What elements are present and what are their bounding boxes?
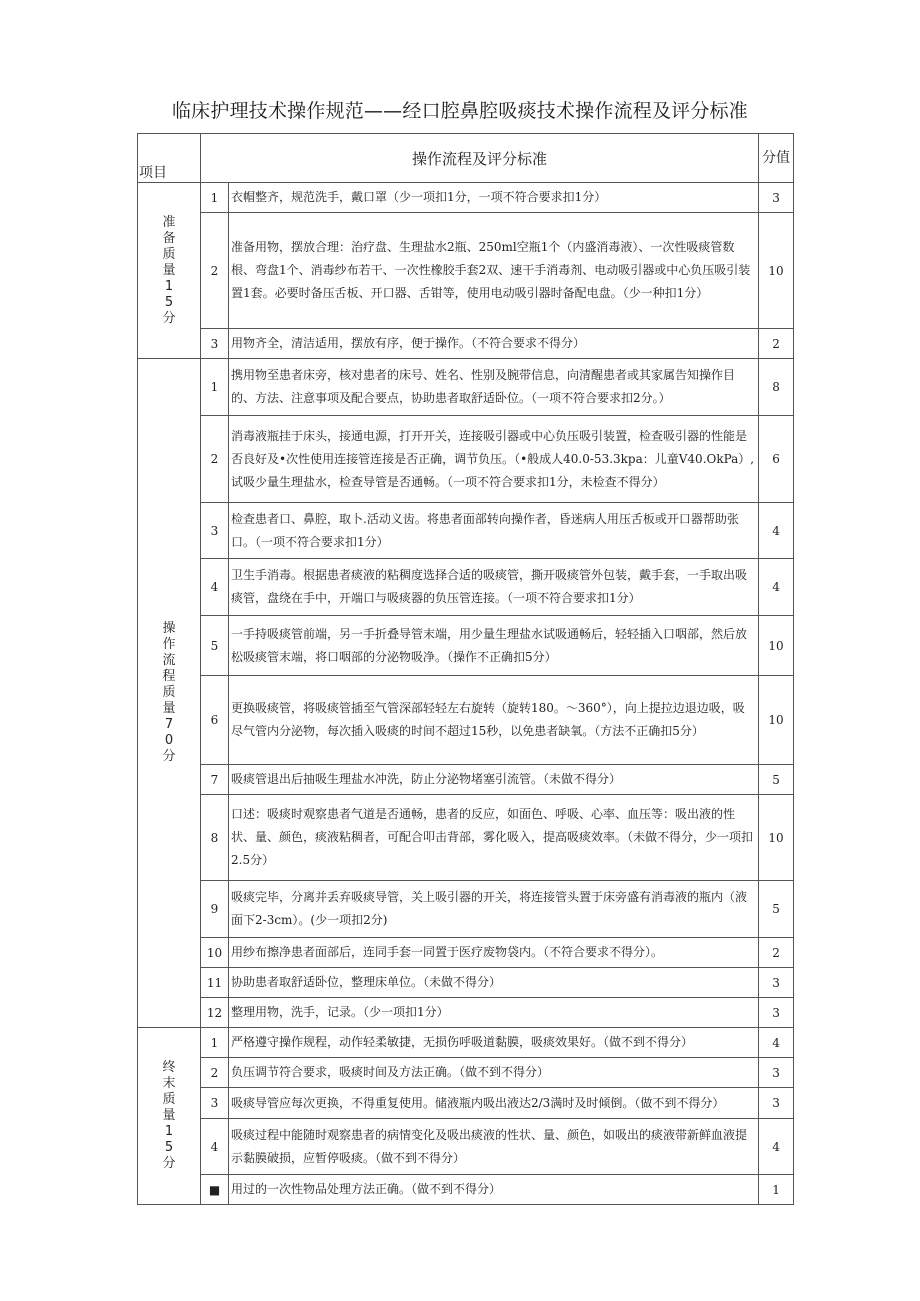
item-number: ■: [201, 1175, 229, 1205]
item-description: 吸痰完毕，分离并丢弃吸痰导管，关上吸引器的开关，将连接管头置于床旁盛有消毒液的瓶内（液面下2-3cm）。(少一项扣2分): [229, 881, 759, 938]
table-row: [138, 329, 794, 359]
item-number: 4: [201, 1119, 229, 1175]
table-row: [138, 938, 794, 968]
item-description: 衣帽整齐，规范洗手，戴口罩（少一项扣1分，一项不符合要求扣1分）: [229, 183, 759, 213]
item-number: 12: [201, 998, 229, 1028]
item-description: 检查患者口、鼻腔，取卜.活动义齿。将患者面部转向操作者，昏迷病人用压舌板或开口器帮助张口。（一项不符合要求扣1分）: [229, 503, 759, 559]
item-score: 5: [759, 765, 794, 795]
item-number: 2: [201, 213, 229, 329]
item-number: 2: [201, 416, 229, 503]
header-item: 项目: [138, 134, 201, 183]
item-score: 3: [759, 968, 794, 998]
table-row: [138, 968, 794, 998]
item-number: 2: [201, 1058, 229, 1088]
item-description: 吸痰导管应每次更换，不得重复使用。储液瓶内吸出液达2/3满时及时倾倒。（做不到不得分）: [229, 1088, 759, 1119]
item-number: 10: [201, 938, 229, 968]
table-row: [138, 881, 794, 938]
item-number: 1: [201, 359, 229, 416]
item-number: 11: [201, 968, 229, 998]
item-score: 2: [759, 938, 794, 968]
table-row: [138, 1088, 794, 1119]
table-row: [138, 183, 794, 213]
item-description: 一手持吸痰管前端，另一手折叠导管末端，用少量生理盐水试吸通畅后，轻轻插入口咽部，然后放松吸痰管末端，将口咽部的分泌物吸净。（操作不正确扣5分）: [229, 616, 759, 676]
section-label-text: 终末质量15分: [162, 1060, 176, 1171]
item-number: 1: [201, 183, 229, 213]
item-score: 10: [759, 795, 794, 881]
section-label-text: 操作流程质量70分: [162, 621, 176, 764]
scoring-table: [137, 133, 794, 1205]
item-number: 3: [201, 1088, 229, 1119]
table-row: [138, 1175, 794, 1205]
item-description: 严格遵守操作规程，动作轻柔敏捷，无损伤呼吸道黏膜，吸痰效果好。（做不到不得分）: [229, 1028, 759, 1058]
table-row: [138, 1119, 794, 1175]
header-score: 分值: [759, 134, 794, 183]
table-row: [138, 503, 794, 559]
item-number: 3: [201, 503, 229, 559]
header-row: [138, 134, 794, 183]
table-row: [138, 213, 794, 329]
item-description: 用纱布擦净患者面部后，连同手套一同置于医疗废物袋内。（不符合要求不得分）。: [229, 938, 759, 968]
item-score: 3: [759, 998, 794, 1028]
item-score: 4: [759, 559, 794, 616]
item-number: 7: [201, 765, 229, 795]
table-row: [138, 416, 794, 503]
section-label: [138, 1028, 201, 1205]
item-description: 口述：吸痰时观察患者气道是否通畅，患者的反应，如面色、呼吸、心率、血压等：吸出液的性状、量、颜色，痰液粘稠者，可配合叩击背部，雾化吸入，提高吸痰效率。（未做不得分，少一项扣2.5分）: [229, 795, 759, 881]
item-number: 8: [201, 795, 229, 881]
table-row: [138, 359, 794, 416]
table-row: [138, 676, 794, 765]
item-score: 2: [759, 329, 794, 359]
section-label: [138, 359, 201, 1028]
item-description: 携用物至患者床旁，核对患者的床号、姓名、性别及腕带信息，向清醒患者或其家属告知操作目的、方法、注意事项及配合要点，协助患者取舒适卧位。（一项不符合要求扣2分。）: [229, 359, 759, 416]
item-score: 6: [759, 416, 794, 503]
section-label-text: 准备质量15分: [162, 214, 176, 326]
header-standard: 操作流程及评分标准: [201, 134, 759, 183]
item-number: 1: [201, 1028, 229, 1058]
item-score: 4: [759, 1119, 794, 1175]
item-description: 用过的一次性物品处理方法正确。（做不到不得分）: [229, 1175, 759, 1205]
section-label: [138, 183, 201, 359]
item-number: 9: [201, 881, 229, 938]
item-description: 整理用物，洗手，记录。（少一项扣1分）: [229, 998, 759, 1028]
item-number: 6: [201, 676, 229, 765]
item-score: 3: [759, 1058, 794, 1088]
item-score: 4: [759, 1028, 794, 1058]
item-number: 4: [201, 559, 229, 616]
item-description: 吸痰过程中能随时观察患者的病情变化及吸出痰液的性状、量、颜色，如吸出的痰液带新鲜血液提示黏膜破损，应暂停吸痰。（做不到不得分）: [229, 1119, 759, 1175]
item-score: 8: [759, 359, 794, 416]
item-description: 准备用物，摆放合理：治疗盘、生理盐水2瓶、250ml空瓶1个（内盛消毒液）、一次性吸痰管数根、弯盘1个、消毒纱布若干、一次性橡胶手套2双、速干手消毒剂、电动吸引器或中心负压吸引装置1套。必要时备压舌板、开口器、舌钳等，使用电动吸引器时备配电盘。（少一种扣1分）: [229, 213, 759, 329]
item-number: 5: [201, 616, 229, 676]
item-number: 3: [201, 329, 229, 359]
item-score: 10: [759, 616, 794, 676]
item-description: 吸痰管退出后抽吸生理盐水冲洗，防止分泌物堵塞引流管。（未做不得分）: [229, 765, 759, 795]
item-description: 用物齐全，清洁适用，摆放有序，便于操作。（不符合要求不得分）: [229, 329, 759, 359]
table-row: [138, 795, 794, 881]
item-description: 负压调节符合要求，吸痰时间及方法正确。（做不到不得分）: [229, 1058, 759, 1088]
item-description: 消毒液瓶挂于床头，接通电源，打开开关，连接吸引器或中心负压吸引装置，检查吸引器的性能是否良好及•次性使用连接管连接是否正确，调节负压。（•般成人40.0-53.3kpa：儿童V40.OkPa）,试吸少量生理盐水，检查导管是否通畅。（一项不符合要求扣1分，未检查不得分）: [229, 416, 759, 503]
item-score: 10: [759, 213, 794, 329]
item-score: 10: [759, 676, 794, 765]
page-title: 临床护理技术操作规范——经口腔鼻腔吸痰技术操作流程及评分标准: [171, 100, 748, 122]
item-description: 卫生手消毒。根据患者痰液的粘稠度选择合适的吸痰管，撕开吸痰管外包装，戴手套，一手取出吸痰管，盘绕在手中，开端口与吸痰器的负压管连接。（一项不符合要求扣1分）: [229, 559, 759, 616]
table-row: [138, 1058, 794, 1088]
table-row: [138, 559, 794, 616]
item-score: 5: [759, 881, 794, 938]
item-score: 3: [759, 1088, 794, 1119]
table-row: [138, 1028, 794, 1058]
item-score: 4: [759, 503, 794, 559]
item-description: 更换吸痰管，将吸痰管插至气管深部轻轻左右旋转（旋转180。〜360°），向上提拉边退边吸，吸尽气管内分泌物，每次插入吸痰的时间不超过15秒，以免患者缺氧。（方法不正确扣5分）: [229, 676, 759, 765]
table-row: [138, 998, 794, 1028]
item-score: 1: [759, 1175, 794, 1205]
table-row: [138, 765, 794, 795]
item-description: 协助患者取舒适卧位，整理床单位。（未做不得分）: [229, 968, 759, 998]
item-score: 3: [759, 183, 794, 213]
table-row: [138, 616, 794, 676]
